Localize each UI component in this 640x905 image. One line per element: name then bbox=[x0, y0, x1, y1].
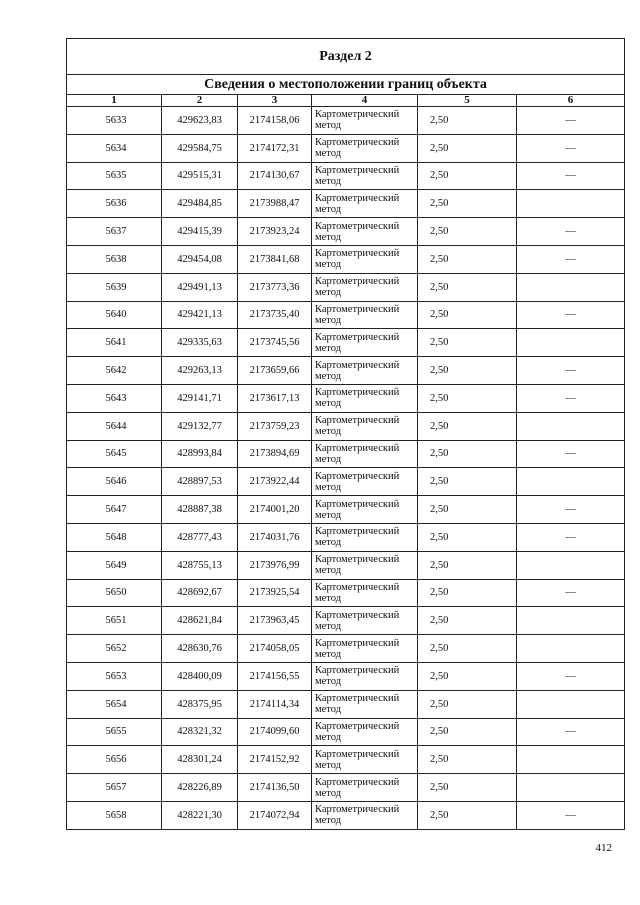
point-number: 5654 bbox=[67, 690, 162, 718]
point-number: 5636 bbox=[67, 190, 162, 218]
accuracy-value: 2,50 bbox=[418, 412, 517, 440]
point-number: 5644 bbox=[67, 412, 162, 440]
determination-method: Картометрический метод bbox=[312, 607, 418, 635]
coordinate-y: 2173759,23 bbox=[238, 412, 312, 440]
coordinate-y: 2174136,50 bbox=[238, 774, 312, 802]
table-row bbox=[67, 774, 625, 802]
column-number: 6 bbox=[517, 95, 625, 107]
coordinate-y: 2174031,76 bbox=[238, 523, 312, 551]
coordinate-y: 2173773,36 bbox=[238, 273, 312, 301]
coordinate-y: 2174114,34 bbox=[238, 690, 312, 718]
determination-method: Картометрический метод bbox=[312, 635, 418, 663]
coordinate-y: 2173617,13 bbox=[238, 384, 312, 412]
note-mark: — bbox=[517, 301, 625, 329]
point-number: 5642 bbox=[67, 357, 162, 385]
accuracy-value: 2,50 bbox=[418, 801, 517, 829]
note-mark: — bbox=[517, 440, 625, 468]
accuracy-value: 2,50 bbox=[418, 329, 517, 357]
note-mark bbox=[517, 746, 625, 774]
note-mark bbox=[517, 273, 625, 301]
column-number-row bbox=[67, 95, 625, 107]
coordinate-y: 2174130,67 bbox=[238, 162, 312, 190]
accuracy-value: 2,50 bbox=[418, 496, 517, 524]
note-mark bbox=[517, 690, 625, 718]
point-number: 5633 bbox=[67, 107, 162, 135]
table-row bbox=[67, 245, 625, 273]
determination-method: Картометрический метод bbox=[312, 301, 418, 329]
column-number: 2 bbox=[162, 95, 238, 107]
accuracy-value: 2,50 bbox=[418, 440, 517, 468]
table-row bbox=[67, 357, 625, 385]
point-number: 5657 bbox=[67, 774, 162, 802]
coordinate-x: 428777,43 bbox=[162, 523, 238, 551]
accuracy-value: 2,50 bbox=[418, 162, 517, 190]
determination-method: Картометрический метод bbox=[312, 551, 418, 579]
point-number: 5634 bbox=[67, 134, 162, 162]
coordinate-x: 428692,67 bbox=[162, 579, 238, 607]
table-row bbox=[67, 801, 625, 829]
point-number: 5638 bbox=[67, 245, 162, 273]
table-row bbox=[67, 301, 625, 329]
determination-method: Картометрический метод bbox=[312, 468, 418, 496]
note-mark bbox=[517, 607, 625, 635]
coordinate-y: 2174172,31 bbox=[238, 134, 312, 162]
accuracy-value: 2,50 bbox=[418, 245, 517, 273]
coordinate-x: 429515,31 bbox=[162, 162, 238, 190]
column-number: 1 bbox=[67, 95, 162, 107]
table-row bbox=[67, 218, 625, 246]
point-number: 5635 bbox=[67, 162, 162, 190]
note-mark: — bbox=[517, 496, 625, 524]
note-mark bbox=[517, 551, 625, 579]
coordinate-x: 428400,09 bbox=[162, 662, 238, 690]
note-mark: — bbox=[517, 579, 625, 607]
determination-method: Картометрический метод bbox=[312, 774, 418, 802]
accuracy-value: 2,50 bbox=[418, 107, 517, 135]
note-mark: — bbox=[517, 523, 625, 551]
note-mark: — bbox=[517, 107, 625, 135]
section-title: Раздел 2 bbox=[67, 39, 625, 75]
table-row bbox=[67, 190, 625, 218]
column-number: 4 bbox=[312, 95, 418, 107]
determination-method: Картометрический метод bbox=[312, 690, 418, 718]
accuracy-value: 2,50 bbox=[418, 301, 517, 329]
note-mark bbox=[517, 412, 625, 440]
accuracy-value: 2,50 bbox=[418, 468, 517, 496]
point-number: 5650 bbox=[67, 579, 162, 607]
accuracy-value: 2,50 bbox=[418, 718, 517, 746]
coordinate-x: 429415,39 bbox=[162, 218, 238, 246]
point-number: 5645 bbox=[67, 440, 162, 468]
coordinate-x: 429454,08 bbox=[162, 245, 238, 273]
table-row bbox=[67, 134, 625, 162]
determination-method: Картометрический метод bbox=[312, 134, 418, 162]
coordinate-y: 2173925,54 bbox=[238, 579, 312, 607]
coordinate-y: 2173922,44 bbox=[238, 468, 312, 496]
determination-method: Картометрический метод bbox=[312, 384, 418, 412]
table-row bbox=[67, 690, 625, 718]
coordinate-y: 2173659,66 bbox=[238, 357, 312, 385]
table-row bbox=[67, 384, 625, 412]
accuracy-value: 2,50 bbox=[418, 746, 517, 774]
note-mark: — bbox=[517, 218, 625, 246]
determination-method: Картометрический метод bbox=[312, 579, 418, 607]
coordinate-x: 428897,53 bbox=[162, 468, 238, 496]
coordinate-y: 2173841,68 bbox=[238, 245, 312, 273]
accuracy-value: 2,50 bbox=[418, 662, 517, 690]
coordinate-y: 2174058,05 bbox=[238, 635, 312, 663]
table-row bbox=[67, 746, 625, 774]
point-number: 5651 bbox=[67, 607, 162, 635]
note-mark: — bbox=[517, 134, 625, 162]
table-row bbox=[67, 607, 625, 635]
table-row bbox=[67, 329, 625, 357]
note-mark bbox=[517, 774, 625, 802]
accuracy-value: 2,50 bbox=[418, 190, 517, 218]
note-mark: — bbox=[517, 384, 625, 412]
point-number: 5643 bbox=[67, 384, 162, 412]
table-row bbox=[67, 468, 625, 496]
accuracy-value: 2,50 bbox=[418, 357, 517, 385]
coordinate-x: 429263,13 bbox=[162, 357, 238, 385]
determination-method: Картометрический метод bbox=[312, 440, 418, 468]
determination-method: Картометрический метод bbox=[312, 746, 418, 774]
coordinate-y: 2173745,56 bbox=[238, 329, 312, 357]
point-number: 5641 bbox=[67, 329, 162, 357]
note-mark: — bbox=[517, 245, 625, 273]
coordinate-x: 428755,13 bbox=[162, 551, 238, 579]
table-row bbox=[67, 718, 625, 746]
accuracy-value: 2,50 bbox=[418, 607, 517, 635]
coordinate-y: 2174156,55 bbox=[238, 662, 312, 690]
note-mark bbox=[517, 468, 625, 496]
accuracy-value: 2,50 bbox=[418, 273, 517, 301]
determination-method: Картометрический метод bbox=[312, 107, 418, 135]
determination-method: Картометрический метод bbox=[312, 496, 418, 524]
coordinate-x: 429584,75 bbox=[162, 134, 238, 162]
coordinate-x: 428375,95 bbox=[162, 690, 238, 718]
table-row bbox=[67, 579, 625, 607]
section-subtitle: Сведения о местоположении границ объекта bbox=[67, 75, 625, 95]
point-number: 5637 bbox=[67, 218, 162, 246]
column-number: 3 bbox=[238, 95, 312, 107]
note-mark: — bbox=[517, 801, 625, 829]
coordinate-y: 2174158,06 bbox=[238, 107, 312, 135]
boundary-table bbox=[66, 38, 625, 830]
note-mark: — bbox=[517, 718, 625, 746]
accuracy-value: 2,50 bbox=[418, 579, 517, 607]
coordinate-x: 428321,32 bbox=[162, 718, 238, 746]
determination-method: Картометрический метод bbox=[312, 662, 418, 690]
coordinate-x: 428993,84 bbox=[162, 440, 238, 468]
point-number: 5640 bbox=[67, 301, 162, 329]
coordinate-x: 428621,84 bbox=[162, 607, 238, 635]
table-row bbox=[67, 273, 625, 301]
coordinate-y: 2174072,94 bbox=[238, 801, 312, 829]
coordinate-y: 2173963,45 bbox=[238, 607, 312, 635]
coordinate-x: 428630,76 bbox=[162, 635, 238, 663]
determination-method: Картометрический метод bbox=[312, 245, 418, 273]
point-number: 5656 bbox=[67, 746, 162, 774]
coordinate-x: 429421,13 bbox=[162, 301, 238, 329]
accuracy-value: 2,50 bbox=[418, 218, 517, 246]
determination-method: Картометрический метод bbox=[312, 718, 418, 746]
determination-method: Картометрический метод bbox=[312, 412, 418, 440]
point-number: 5649 bbox=[67, 551, 162, 579]
table-row bbox=[67, 662, 625, 690]
coordinate-x: 429335,63 bbox=[162, 329, 238, 357]
coordinate-x: 429132,77 bbox=[162, 412, 238, 440]
coordinate-x: 429623,83 bbox=[162, 107, 238, 135]
accuracy-value: 2,50 bbox=[418, 134, 517, 162]
point-number: 5646 bbox=[67, 468, 162, 496]
point-number: 5639 bbox=[67, 273, 162, 301]
coordinate-x: 428887,38 bbox=[162, 496, 238, 524]
coordinate-x: 428226,89 bbox=[162, 774, 238, 802]
accuracy-value: 2,50 bbox=[418, 774, 517, 802]
coordinate-y: 2173894,69 bbox=[238, 440, 312, 468]
table-row bbox=[67, 440, 625, 468]
point-number: 5647 bbox=[67, 496, 162, 524]
coordinate-y: 2174099,60 bbox=[238, 718, 312, 746]
coordinate-x: 428221,30 bbox=[162, 801, 238, 829]
coordinate-x: 429484,85 bbox=[162, 190, 238, 218]
coordinate-y: 2173976,99 bbox=[238, 551, 312, 579]
accuracy-value: 2,50 bbox=[418, 523, 517, 551]
note-mark bbox=[517, 190, 625, 218]
table-row bbox=[67, 107, 625, 135]
point-number: 5653 bbox=[67, 662, 162, 690]
accuracy-value: 2,50 bbox=[418, 551, 517, 579]
determination-method: Картометрический метод bbox=[312, 273, 418, 301]
determination-method: Картометрический метод bbox=[312, 190, 418, 218]
point-number: 5658 bbox=[67, 801, 162, 829]
accuracy-value: 2,50 bbox=[418, 635, 517, 663]
point-number: 5655 bbox=[67, 718, 162, 746]
coordinate-y: 2173923,24 bbox=[238, 218, 312, 246]
point-number: 5652 bbox=[67, 635, 162, 663]
table-row bbox=[67, 551, 625, 579]
determination-method: Картометрический метод bbox=[312, 162, 418, 190]
table-row bbox=[67, 523, 625, 551]
coordinate-y: 2173988,47 bbox=[238, 190, 312, 218]
note-mark bbox=[517, 329, 625, 357]
table-row bbox=[67, 635, 625, 663]
determination-method: Картометрический метод bbox=[312, 801, 418, 829]
coordinate-y: 2174152,92 bbox=[238, 746, 312, 774]
note-mark bbox=[517, 635, 625, 663]
coordinate-y: 2174001,20 bbox=[238, 496, 312, 524]
determination-method: Картометрический метод bbox=[312, 218, 418, 246]
table-row bbox=[67, 496, 625, 524]
note-mark: — bbox=[517, 662, 625, 690]
note-mark: — bbox=[517, 162, 625, 190]
table-row bbox=[67, 412, 625, 440]
point-number: 5648 bbox=[67, 523, 162, 551]
coordinate-y: 2173735,40 bbox=[238, 301, 312, 329]
accuracy-value: 2,50 bbox=[418, 384, 517, 412]
page-number: 412 bbox=[595, 842, 612, 854]
determination-method: Картометрический метод bbox=[312, 357, 418, 385]
accuracy-value: 2,50 bbox=[418, 690, 517, 718]
determination-method: Картометрический метод bbox=[312, 329, 418, 357]
coordinate-x: 428301,24 bbox=[162, 746, 238, 774]
coordinate-x: 429491,13 bbox=[162, 273, 238, 301]
column-number: 5 bbox=[418, 95, 517, 107]
coordinate-x: 429141,71 bbox=[162, 384, 238, 412]
note-mark: — bbox=[517, 357, 625, 385]
determination-method: Картометрический метод bbox=[312, 523, 418, 551]
table-row bbox=[67, 162, 625, 190]
